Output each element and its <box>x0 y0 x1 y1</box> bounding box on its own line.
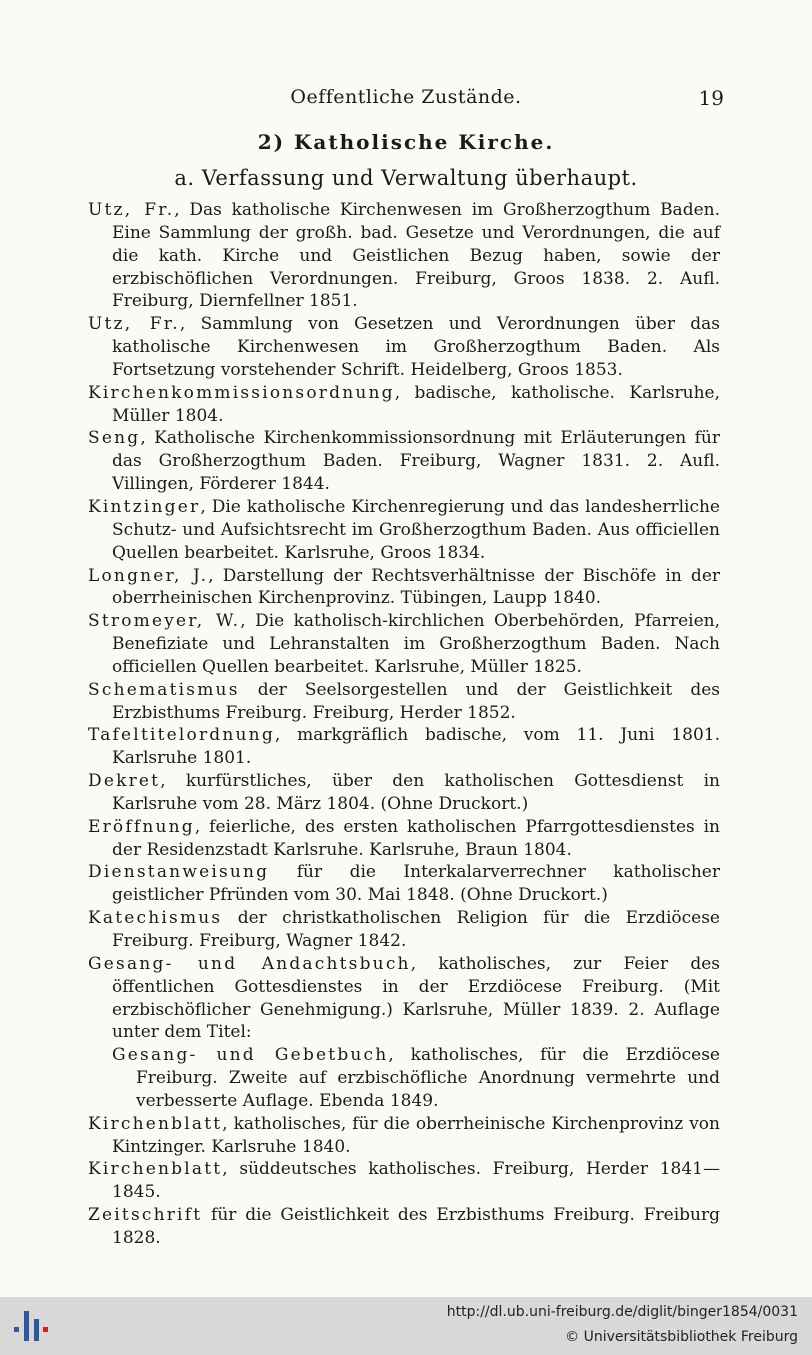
entry-text: , feierliche, des ersten katholischen Pfarrgottesdienstes in der Residenzstadt Karlsruhe. Karlsruhe, Braun 1804. <box>112 816 720 860</box>
entry-text: , kurfürstliches, über den katholischen Gottesdienst in Karlsruhe vom 28. März 1804. (Ohne Druckort.) <box>112 771 720 814</box>
entry-text: , Katholische Kirchenkommissionsordnung mit Erläuterungen für das Großherzogthum Baden. Freiburg, Wagner 1831. 2. Aufl. Villingen, Förderer 1844. <box>112 428 720 495</box>
subsection-heading: a. Verfassung und Verwaltung überhaupt. <box>174 166 638 190</box>
bibliography-entry <box>88 382 720 428</box>
entry-lemma: Gesang- und Gebetbuch <box>112 1045 389 1066</box>
entry-lemma: Dekret <box>88 771 161 792</box>
entry-lemma: Dienstanweisung <box>88 862 270 883</box>
bibliography-entry <box>88 1113 720 1159</box>
entry-lemma: Katechismus <box>88 908 223 929</box>
entry-lemma: Utz, Fr. <box>88 314 180 335</box>
bibliography-entry <box>88 724 720 770</box>
bibliography-entry <box>88 1158 720 1204</box>
source-url-link[interactable]: http://dl.ub.uni-freiburg.de/diglit/binger1854/0031 <box>446 1304 798 1320</box>
bibliography-entry <box>88 1204 720 1250</box>
entry-text: , katholisches, für die oberrheinische Kirchenprovinz von Kintzinger. Karlsruhe 1840. <box>112 1113 720 1157</box>
entry-text: , badische, katholische. Karlsruhe, Müller 1804. <box>112 382 720 426</box>
entry-lemma: Zeitschrift <box>88 1205 203 1226</box>
entry-text: für die Geistlichkeit des Erzbisthums Freiburg. Freiburg 1828. <box>112 1205 720 1248</box>
entry-lemma: Gesang- und Andachtsbuch <box>88 953 411 974</box>
bibliography-entry <box>88 565 720 611</box>
entry-lemma: Stromeyer, W. <box>88 611 241 632</box>
entry-lemma: Kirchenkommissionsordnung <box>88 382 395 403</box>
copyright-notice: © Universitätsbibliothek Freiburg <box>565 1329 798 1345</box>
entry-lemma: Seng <box>88 428 141 449</box>
page-number: 19 <box>698 86 724 110</box>
entry-lemma: Schematismus <box>88 679 240 700</box>
section-heading: 2) Katholische Kirche. <box>257 130 555 154</box>
bibliography-list <box>88 199 720 1250</box>
bibliography-entry <box>88 679 720 725</box>
running-head <box>0 86 812 112</box>
entry-text: der christkatholischen Religion für die Erzdiöcese Freiburg. Freiburg, Wagner 1842. <box>112 908 720 951</box>
entry-text: , Sammlung von Gesetzen und Verordnungen über das katholische Kirchenwesen im Großherzogthum Baden. Als Fortsetzung vorstehender Schrift. Heidelberg, Groos 1853. <box>112 314 720 380</box>
library-logo-icon <box>10 1305 52 1347</box>
library-footer <box>0 1297 812 1355</box>
entry-lemma: Kirchenblatt <box>88 1159 223 1180</box>
entry-text: , Die katholisch-kirchlichen Oberbehörden, Pfarreien, Benefiziate und Lehranstalten im Großherzogthum Baden. Nach officiellen Quellen bearbeitet. Karlsruhe, Müller 1825. <box>112 611 720 677</box>
entry-lemma: Eröffnung <box>88 816 195 837</box>
entry-lemma: Tafeltitelordnung <box>88 725 275 746</box>
entry-lemma: Utz, Fr. <box>88 200 175 220</box>
entry-text: , Darstellung der Rechtsverhältnisse der Bischöfe in der oberrheinischen Kirchenprovinz. Tübingen, Laupp 1840. <box>112 565 720 609</box>
bibliography-entry <box>88 496 720 565</box>
running-title: Oeffentliche Zustände. <box>290 86 522 108</box>
entry-text: , Die katholische Kirchenregierung und das landesherrliche Schutz- und Aufsichtsrecht im Großherzogthum Baden. Aus officiellen Quellen bearbeitet. Karlsruhe, Groos 1834. <box>112 496 720 563</box>
bibliography-entry <box>88 427 720 496</box>
entry-text: , katholisches, für die Erzdiöcese Freiburg. Zweite auf erzbischöfliche Anordnung vermehrte und verbesserte Auflage. Ebenda 1849. <box>136 1045 720 1111</box>
bibliography-entry <box>88 861 720 907</box>
entry-lemma: Kirchenblatt <box>88 1113 223 1134</box>
entry-lemma: Kintzinger <box>88 496 201 517</box>
bibliography-entry <box>88 907 720 953</box>
entry-lemma: Longner, J. <box>88 565 209 586</box>
entry-text: , markgräflich badische, vom 11. Juni 1801. Karlsruhe 1801. <box>112 725 720 769</box>
bibliography-subentry <box>88 1044 720 1113</box>
entry-text: , süddeutsches katholisches. Freiburg, Herder 1841—1845. <box>112 1159 720 1203</box>
bibliography-entry <box>88 313 720 382</box>
entry-text: , katholisches, zur Feier des öffentlichen Gottesdienstes in der Erzdiöcese Freiburg. (Mit erzbischöflicher Genehmigung.) Karlsruhe, Müller 1839. 2. Auflage unter dem Titel: <box>112 953 720 1043</box>
entry-text: der Seelsorgestellen und der Geistlichkeit des Erzbisthums Freiburg. Freiburg, Herder 1852. <box>112 679 720 723</box>
bibliography-entry <box>88 953 720 1044</box>
entry-text: , Das katholische Kirchenwesen im Großherzogthum Baden. Eine Sammlung der großh. bad. Gesetze und Verordnungen, die auf die kath. Kirche und Geistlichen Bezug haben, sowie der erzbischöflichen Verordnungen. Freiburg, Groos 1838. 2. Aufl. Freiburg, Diernfellner 1851. <box>112 200 720 312</box>
bibliography-entry <box>88 770 720 816</box>
bibliography-entry <box>88 199 720 313</box>
bibliography-entry <box>88 610 720 679</box>
bibliography-entry <box>88 816 720 862</box>
entry-text: für die Interkalarverrechner katholischer geistlicher Pfründen vom 30. Mai 1848. (Ohne Druckort.) <box>112 862 720 906</box>
